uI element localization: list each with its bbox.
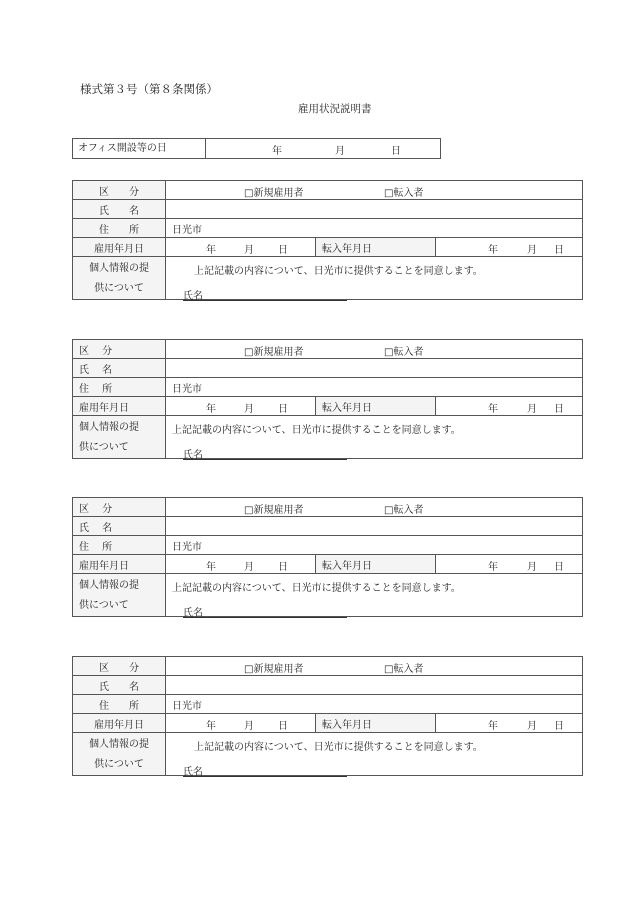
month-label: 月 [244,404,254,415]
name-label: 氏 名 [73,200,166,219]
signature-label: 氏名 [183,450,203,461]
name-field[interactable] [166,359,583,378]
year-label: 年 [206,562,216,573]
office-opening-date-table [72,138,441,159]
privacy-label-line2: 供について [79,600,129,611]
address-label: 住 所 [73,536,166,555]
form-number: 様式第３号（第８条関係） [80,82,218,96]
employment-date-label: 雇用年月日 [73,238,166,257]
address-field[interactable]: 日光市 [166,219,583,238]
name-field[interactable] [166,200,583,219]
year-label: 年 [206,721,216,732]
category-label: 区 分 [73,181,166,200]
category-label: 区 分 [73,498,166,517]
month-label: 月 [527,245,537,256]
category-field [166,657,583,676]
privacy-consent-field [166,574,583,617]
category-field [166,181,583,200]
month-label: 月 [244,721,254,732]
name-label: 氏 名 [73,676,166,695]
address-label: 住 所 [73,378,166,397]
transfer-date-label: 転入年月日 [316,397,436,416]
day-label: 日 [278,404,288,415]
privacy-consent-field [166,733,583,776]
month-label: 月 [244,245,254,256]
office-year-label: 年 [272,146,282,157]
year-label: 年 [488,721,498,732]
category-label: 区 分 [73,340,166,359]
address-field[interactable]: 日光市 [166,378,583,397]
privacy-label-line1: 個人情報の提 [89,739,149,750]
office-opening-date-label: オフィス開設等の日 [73,139,206,158]
address-field[interactable]: 日光市 [166,695,583,714]
signature-label: 氏名 [183,767,203,778]
privacy-consent-field [166,416,583,459]
name-field[interactable] [166,517,583,536]
year-label: 年 [488,404,498,415]
privacy-label-line1: 個人情報の提 [79,580,139,591]
transfer-checkbox[interactable]: □転入者 [384,347,424,358]
month-label: 月 [527,562,537,573]
employment-date-field[interactable] [166,238,316,257]
category-label: 区 分 [73,657,166,676]
privacy-consent-field [166,257,583,300]
day-label: 日 [278,721,288,732]
consent-text: 上記記載の内容について、日光市に提供することを同意します。 [172,425,461,436]
day-label: 日 [554,245,564,256]
privacy-label-line2: 供について [94,283,144,294]
employment-date-field[interactable] [166,397,316,416]
new-employee-checkbox[interactable]: □新規雇用者 [244,664,304,675]
privacy-consent-label [73,733,166,776]
day-label: 日 [554,562,564,573]
transfer-date-label: 転入年月日 [316,714,436,733]
privacy-label-line1: 個人情報の提 [89,263,149,274]
office-opening-date-field[interactable] [206,139,440,158]
month-label: 月 [527,721,537,732]
privacy-consent-label [73,574,166,617]
day-label: 日 [554,721,564,732]
day-label: 日 [278,245,288,256]
name-label: 氏 名 [73,517,166,536]
employment-date-label: 雇用年月日 [73,397,166,416]
privacy-label-line1: 個人情報の提 [79,422,139,433]
transfer-date-field[interactable] [436,397,583,416]
employment-date-label: 雇用年月日 [73,555,166,574]
day-label: 日 [554,404,564,415]
address-field[interactable]: 日光市 [166,536,583,555]
address-label: 住 所 [73,695,166,714]
transfer-date-label: 転入年月日 [316,238,436,257]
consent-text: 上記記載の内容について、日光市に提供することを同意します。 [194,742,483,753]
name-label: 氏 名 [73,359,166,378]
employment-date-field[interactable] [166,714,316,733]
employee-record-block-1 [72,180,583,300]
employment-date-field[interactable] [166,555,316,574]
category-field [166,498,583,517]
document-title: 雇用状況説明書 [298,103,372,115]
transfer-checkbox[interactable]: □転入者 [384,505,424,516]
month-label: 月 [244,562,254,573]
transfer-checkbox[interactable]: □転入者 [384,664,424,675]
employment-date-label: 雇用年月日 [73,714,166,733]
signature-line[interactable] [183,617,347,618]
category-field [166,340,583,359]
new-employee-checkbox[interactable]: □新規雇用者 [244,188,304,199]
privacy-label-line2: 供について [94,759,144,770]
office-month-label: 月 [335,146,345,157]
day-label: 日 [278,562,288,573]
employee-record-block-3 [72,497,583,617]
employee-record-block-4 [72,656,583,776]
year-label: 年 [488,245,498,256]
office-day-label: 日 [391,146,401,157]
privacy-consent-label [73,416,166,459]
month-label: 月 [527,404,537,415]
year-label: 年 [206,245,216,256]
signature-label: 氏名 [183,608,203,619]
transfer-date-label: 転入年月日 [316,555,436,574]
consent-text: 上記記載の内容について、日光市に提供することを同意します。 [194,266,483,277]
year-label: 年 [488,562,498,573]
signature-line[interactable] [183,776,347,777]
transfer-date-field[interactable] [436,714,583,733]
signature-label: 氏名 [183,291,203,302]
address-label: 住 所 [73,219,166,238]
new-employee-checkbox[interactable]: □新規雇用者 [244,347,304,358]
consent-text: 上記記載の内容について、日光市に提供することを同意します。 [172,583,461,594]
name-field[interactable] [166,676,583,695]
transfer-checkbox[interactable]: □転入者 [384,188,424,199]
signature-line[interactable] [183,300,347,301]
new-employee-checkbox[interactable]: □新規雇用者 [244,505,304,516]
transfer-date-field[interactable] [436,238,583,257]
employee-record-block-2 [72,339,583,459]
transfer-date-field[interactable] [436,555,583,574]
privacy-label-line2: 供について [79,442,129,453]
signature-line[interactable] [183,459,347,460]
privacy-consent-label [73,257,166,300]
year-label: 年 [206,404,216,415]
